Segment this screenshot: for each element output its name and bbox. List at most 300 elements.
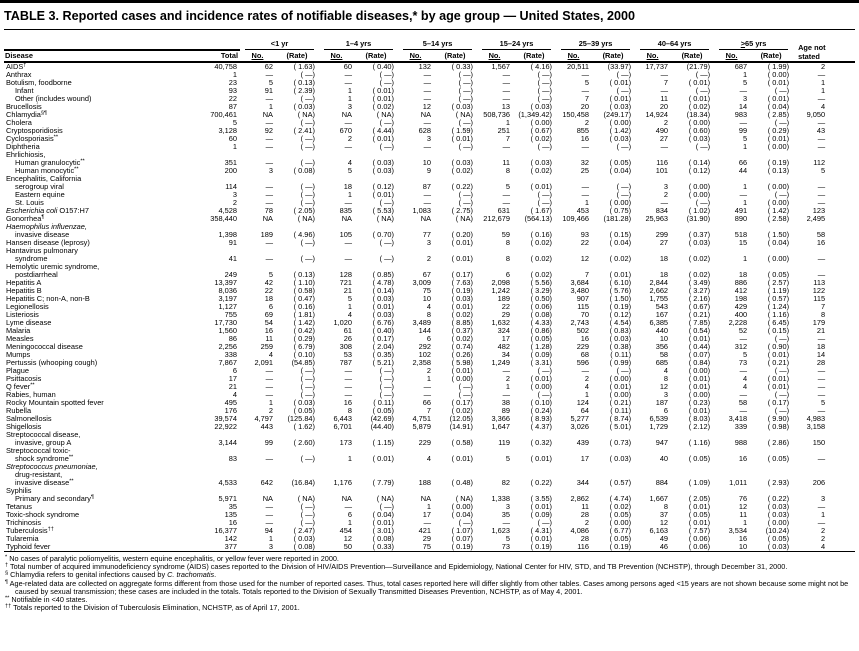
rate-cell: ( 0.02) (451, 406, 474, 415)
rate-cell: ( 0.10) (530, 398, 553, 407)
count-cell: 890 (734, 214, 748, 223)
count-cell: 115 (577, 302, 590, 311)
count-cell: 38 (501, 398, 511, 407)
count-cell: 12 (659, 382, 669, 391)
rate-cell: ( 7.63) (451, 278, 474, 287)
age-not-stated-cell: 16 (816, 238, 826, 247)
rate-cell: ( —) (616, 70, 632, 79)
count-cell: 1 (347, 518, 352, 527)
rate-cell: ( 1.15) (372, 438, 395, 447)
rate-cell: ( 0.15) (767, 326, 790, 335)
count-cell: — (344, 118, 352, 127)
rate-cell: ( 0.01) (372, 302, 395, 311)
count-cell: 4,751 (412, 414, 432, 423)
rate-cell: ( —) (300, 382, 315, 391)
total-cell: 377 (192, 543, 240, 552)
rate-cell: ( 6.10) (609, 278, 632, 287)
count-cell: 1 (505, 118, 511, 127)
disease-label: St. Louis (15, 198, 44, 207)
empty-cell (512, 463, 556, 471)
count-cell: 2,358 (412, 358, 432, 367)
count-cell: 16 (738, 534, 748, 543)
disease-label: Escherichia coli O157:H7 (6, 206, 89, 215)
rate-cell: ( 0.01) (767, 94, 790, 103)
rate-cell: ( 0.37) (451, 326, 474, 335)
rate-cell: ( —) (300, 510, 315, 519)
disease-label: shock syndrome** (15, 454, 74, 463)
empty-cell (433, 463, 477, 471)
count-cell: — (660, 198, 669, 207)
total-cell: 2 (232, 198, 237, 207)
count-cell: 82 (501, 478, 511, 487)
rate-cell: ( 4.37) (530, 422, 553, 431)
count-cell: 61 (343, 326, 352, 335)
total-cell: 3,128 (218, 126, 237, 135)
rate-cell: ( 0.02) (530, 134, 553, 143)
count-cell: 20 (659, 102, 669, 111)
count-cell: NA (420, 494, 432, 503)
age-not-stated-cell: 21 (816, 326, 826, 335)
total-cell: 351 (224, 158, 237, 167)
rate-cell: ( 0.00) (767, 198, 790, 207)
rate-cell: ( 1.59) (451, 126, 474, 135)
table-row (4, 439, 855, 447)
count-cell: 144 (418, 326, 432, 335)
total-cell: 39,574 (214, 414, 237, 423)
count-cell: 7 (426, 406, 432, 415)
rate-cell: ( 1.62) (293, 422, 315, 431)
rate-cell: ( 0.01) (688, 502, 711, 511)
count-cell: — (423, 198, 432, 207)
rate-cell: (16.84) (291, 478, 315, 487)
count-cell: 3,684 (570, 278, 590, 287)
no-column-header: No. (319, 50, 354, 62)
count-cell: 454 (339, 526, 352, 535)
count-cell: — (502, 94, 511, 103)
count-cell: 2 (584, 518, 590, 527)
rate-cell: ( 8.93) (530, 414, 553, 423)
rate-cell: ( 0.16) (530, 230, 553, 239)
rate-cell: ( 0.29) (767, 126, 790, 135)
rate-cell: (31.90) (686, 214, 711, 223)
count-cell: — (502, 190, 511, 199)
count-cell: 20,511 (566, 62, 590, 71)
count-cell: 3,489 (412, 318, 432, 327)
rate-cell: ( —) (379, 78, 395, 87)
count-cell: 1 (742, 70, 748, 79)
rate-cell: ( 0.02) (609, 254, 632, 263)
rate-cell: ( —) (537, 142, 553, 151)
rate-cell: ( 1.16) (688, 438, 711, 447)
rate-cell: ( 0.00) (451, 502, 474, 511)
count-cell: 77 (422, 230, 432, 239)
rate-cell: ( 0.01) (688, 518, 711, 527)
count-cell: 412 (734, 286, 748, 295)
disease-label: Hansen disease (leprosy) (6, 238, 90, 247)
rate-cell: ( 0.15) (609, 230, 632, 239)
count-cell: 1,647 (491, 422, 511, 431)
disease-label: syndrome (15, 254, 48, 263)
rate-cell: ( 0.00) (609, 198, 632, 207)
footnote: ¶ Age-related data are collected on aggregate forms different from those used for the number of reported cases. Thus, total cases reported here will differ slightly from other tables. Cases among persons aged <15 years are not shown because some might not be caused by sexual transmission; these cases are included in the totals. Totals reported to the Division of Sexually Transmitted Diseases Prevention, NCHSTP, as of May 4, 2001. (5, 578, 849, 596)
count-cell: 6,385 (649, 318, 669, 327)
rate-cell: (249.17) (603, 110, 632, 119)
age-not-stated-cell: 4,983 (806, 414, 826, 423)
rate-cell: ( 1.02) (688, 206, 711, 215)
count-cell: 308 (339, 342, 352, 351)
footnote: †† Totals reported to the Division of Tuberculosis Elimination, NCHSTP, as of April 17, 2001. (5, 603, 300, 613)
disease-label: Cyclosporiasis** (6, 134, 59, 143)
rate-cell: ( 5.76) (609, 286, 632, 295)
count-cell: 12 (659, 518, 669, 527)
count-cell: — (265, 134, 273, 143)
rate-cell: ( 0.99) (609, 358, 632, 367)
rate-cell: ( 2.04) (372, 342, 395, 351)
count-cell: 3,026 (570, 422, 590, 431)
rate-cell: ( —) (300, 182, 315, 191)
count-cell: 1 (742, 198, 748, 207)
count-cell: 8 (347, 406, 352, 415)
rate-cell: ( 1.09) (688, 478, 711, 487)
count-cell: 453 (576, 206, 590, 215)
total-cell: 16,377 (214, 526, 237, 535)
total-cell: 16 (228, 518, 237, 527)
age-not-stated-cell: 3 (820, 494, 826, 503)
age-not-stated-cell: — (817, 118, 826, 127)
table-row (4, 423, 855, 431)
disease-label: Tetanus (6, 502, 32, 511)
total-cell: 21 (228, 382, 237, 391)
count-cell: 344 (576, 478, 590, 487)
count-cell: 11 (739, 510, 748, 519)
rate-cell: ( 0.00) (688, 190, 711, 199)
count-cell: 16 (343, 398, 352, 407)
rate-cell: ( 2.85) (767, 110, 790, 119)
rate-cell: ( 0.08) (275, 543, 319, 552)
rate-column-header: (Rate) (275, 50, 319, 62)
rate-cell: ( 0.19) (609, 302, 632, 311)
disease-label: Typhoid fever (4, 543, 192, 552)
rate-cell: ( 0.08) (293, 166, 315, 175)
rate-cell: ( 0.58) (293, 286, 315, 295)
rate-cell: ( 0.03) (372, 158, 395, 167)
rate-cell: ( 2.41) (293, 126, 315, 135)
rate-cell: ( 0.01) (451, 254, 474, 263)
count-cell: 68 (580, 350, 590, 359)
age-not-stated-cell: 8 (820, 310, 826, 319)
count-cell: 6,539 (649, 414, 669, 423)
count-cell: — (344, 390, 352, 399)
count-cell: 642 (260, 478, 273, 487)
rate-cell: ( 2.05) (688, 494, 711, 503)
count-cell: — (265, 158, 273, 167)
age-group-label: 1–4 yrs (324, 39, 393, 50)
count-cell: 1,011 (729, 478, 748, 487)
empty-cell (714, 463, 749, 471)
count-cell: — (265, 118, 273, 127)
count-cell: 58 (659, 350, 669, 359)
rate-cell: ( NA) (297, 214, 315, 223)
rate-cell: ( —) (379, 254, 395, 263)
rate-cell: ( 1.28) (530, 342, 553, 351)
count-cell: — (344, 70, 352, 79)
count-cell: 670 (339, 126, 352, 135)
rate-cell: ( 4.33) (530, 318, 553, 327)
rate-cell: ( 0.12) (688, 166, 711, 175)
footnote: † Total number of acquired immunodeficiency syndrome (AIDS) cases reported to the Division of HIV/AIDS Prevention—Surveillance and Epidemiology, National Center for HIV, STD, and TB Prevention (NCHSTP), through December 31, 2000. (5, 562, 788, 572)
count-cell: 89 (501, 406, 511, 415)
rate-cell: ( —) (774, 406, 790, 415)
total-cell: 17 (228, 374, 237, 383)
disease-label: Q fever** (6, 382, 35, 391)
rate-cell: ( 2.75) (451, 206, 474, 215)
count-cell: — (265, 198, 273, 207)
count-cell: 3 (663, 390, 669, 399)
rate-cell: ( 0.03) (609, 134, 632, 143)
rate-cell: ( —) (537, 70, 553, 79)
age-not-stated-cell: 58 (816, 230, 826, 239)
rate-cell: ( 9.90) (767, 414, 790, 423)
footnote: § Chlamydia refers to genital infections caused by C. trachomatis. (5, 570, 217, 580)
rate-cell: ( —) (300, 190, 315, 199)
rate-cell: (18.34) (686, 110, 711, 119)
table-row (4, 479, 855, 487)
rate-cell: ( 3.31) (530, 358, 553, 367)
rate-cell: ( 1.63) (293, 62, 315, 71)
count-cell: 99 (264, 438, 273, 447)
rate-cell: ( 0.37) (688, 230, 711, 239)
rate-cell: ( NA) (455, 214, 474, 223)
count-cell: 2,228 (728, 318, 748, 327)
count-cell: 212,679 (483, 214, 511, 223)
rate-cell: ( 0.14) (372, 286, 395, 295)
count-cell: — (739, 334, 748, 343)
total-cell: 8,036 (218, 286, 237, 295)
disease-label: Cryptosporidiosis (6, 126, 63, 135)
age-not-stated-cell: 179 (812, 318, 826, 327)
age-not-stated-cell: 2 (820, 534, 826, 543)
rate-cell: ( 1.50) (609, 294, 632, 303)
table-row (4, 455, 855, 463)
count-cell: 2 (663, 190, 669, 199)
rate-cell: ( 0.12) (609, 310, 632, 319)
count-cell: 1 (742, 518, 748, 527)
total-cell: 3 (232, 190, 237, 199)
rate-cell: (54.85) (291, 358, 315, 367)
rate-cell: ( 0.40) (372, 62, 395, 71)
count-cell: 2 (426, 366, 432, 375)
count-cell: 8 (663, 374, 669, 383)
rate-cell: ( 0.06) (530, 302, 553, 311)
count-cell: 12 (422, 102, 432, 111)
age-group-label: <1 yr (245, 39, 314, 50)
rate-cell: ( —) (537, 198, 553, 207)
count-cell: 2,098 (491, 278, 511, 287)
rate-cell: ( 4.16) (530, 62, 553, 71)
rate-cell: ( 0.20) (451, 230, 474, 239)
rate-cell: ( —) (379, 118, 395, 127)
rate-cell: ( —) (379, 70, 395, 79)
rate-cell: ( 0.01) (372, 134, 395, 143)
count-cell: 5 (505, 182, 511, 191)
rate-cell: (44.40) (370, 422, 395, 431)
rate-cell: ( 0.19) (451, 286, 474, 295)
rate-cell: ( —) (458, 390, 474, 399)
rate-cell: ( —) (458, 518, 474, 527)
rate-cell: ( 0.75) (609, 206, 632, 215)
count-cell: 2,743 (570, 318, 590, 327)
count-cell: 2 (347, 134, 352, 143)
rate-cell: ( 0.01) (688, 334, 711, 343)
rate-cell: ( —) (774, 118, 790, 127)
rate-cell: ( 0.00) (688, 390, 711, 399)
rate-cell: ( —) (300, 254, 315, 263)
count-cell: 508,736 (483, 110, 511, 119)
rate-cell: ( 2.47) (293, 526, 315, 535)
total-cell: 2,256 (218, 342, 237, 351)
rate-cell: ( 0.05) (293, 406, 315, 415)
count-cell: — (739, 406, 748, 415)
count-cell: 188 (418, 478, 432, 487)
rate-cell: ( 1.07) (451, 526, 474, 535)
disease-label: Tuberculosis†† (6, 526, 54, 535)
age-not-stated-cell: 4 (820, 102, 826, 111)
rate-cell: ( 6.77) (609, 526, 632, 535)
count-cell: 1,667 (649, 494, 669, 503)
rate-cell: ( 0.06) (670, 543, 714, 552)
header-spacer-total (192, 37, 240, 50)
disease-label: Measles (6, 334, 34, 343)
count-cell: 91 (264, 86, 273, 95)
count-cell: — (344, 374, 352, 383)
count-cell: 128 (339, 270, 352, 279)
age-not-stated-cell: — (817, 270, 826, 279)
count-cell: 312 (734, 342, 748, 351)
disease-label: Hepatitis B (6, 286, 42, 295)
disease-label: Rocky Mountain spotted fever (6, 398, 104, 407)
rate-cell: ( 3.27) (688, 286, 711, 295)
rate-cell: ( —) (300, 518, 315, 527)
count-cell: — (739, 86, 748, 95)
rate-cell: ( —) (537, 390, 553, 399)
count-cell: 259 (260, 342, 273, 351)
rate-cell: ( —) (774, 190, 790, 199)
rate-cell: ( 0.05) (767, 454, 790, 463)
rate-cell: ( 2.39) (293, 86, 315, 95)
rate-cell: ( 0.67) (530, 126, 553, 135)
count-cell: 3,366 (491, 414, 511, 423)
rate-cell: ( 0.13) (767, 166, 790, 175)
rate-cell: ( 0.19) (433, 543, 477, 552)
count-cell: 5 (742, 78, 748, 87)
count-cell: — (502, 78, 511, 87)
age-not-stated-cell: 206 (812, 478, 826, 487)
disease-label: Streptococcal disease, (6, 430, 81, 439)
rate-cell: ( —) (537, 366, 553, 375)
rate-cell: ( 0.05) (767, 270, 790, 279)
rate-cell: ( 0.26) (451, 350, 474, 359)
count-cell: 101 (655, 166, 669, 175)
count-cell: 1,249 (491, 358, 511, 367)
rate-cell: ( 0.02) (451, 310, 474, 319)
age-not-stated-cell: 115 (813, 294, 826, 303)
rate-cell: ( 0.01) (688, 78, 711, 87)
age-not-stated-cell: — (817, 94, 826, 103)
rate-cell: ( 0.60) (688, 126, 711, 135)
rate-cell: ( 0.33) (354, 543, 398, 552)
disease-label: Haemophilus influenzae, (6, 222, 87, 231)
rate-cell: ( —) (616, 190, 632, 199)
count-cell: — (423, 70, 432, 79)
rate-cell: ( 2.86) (767, 438, 790, 447)
table-row (4, 215, 855, 223)
rate-cell: ( 0.00) (451, 374, 474, 383)
count-cell: 983 (734, 110, 748, 119)
count-cell: 4 (347, 310, 352, 319)
rate-cell: ( 0.03) (688, 238, 711, 247)
count-cell: 4 (742, 374, 748, 383)
disease-label: Brucellosis (6, 102, 42, 111)
table-title: TABLE 3. Reported cases and incidence rates of notifiable diseases,* by age group — United States, 2000 (4, 3, 855, 30)
footnote: ** Notifiable in <40 states. (5, 595, 88, 605)
rate-cell: ( —) (379, 502, 395, 511)
age-not-stated-cell: — (817, 518, 826, 527)
count-cell: 54 (264, 318, 273, 327)
rate-cell: ( —) (537, 518, 553, 527)
rate-cell: ( 4.74) (609, 494, 632, 503)
count-cell: 124 (576, 398, 590, 407)
total-cell (192, 463, 240, 471)
count-cell: 4 (584, 382, 590, 391)
count-cell: 3 (663, 182, 669, 191)
rate-cell: ( 3.49) (688, 278, 711, 287)
count-cell: 132 (418, 62, 432, 71)
count-cell: 3 (742, 94, 748, 103)
rate-cell: ( —) (774, 366, 790, 375)
count-cell: 2 (584, 374, 590, 383)
rate-cell: ( 0.40) (372, 326, 395, 335)
disease-label: Hepatitis A (6, 278, 42, 287)
count-cell: 5,277 (570, 414, 590, 423)
rate-cell: ( 0.00) (530, 118, 553, 127)
rate-cell: ( 0.05) (767, 534, 790, 543)
rate-cell: ( 0.47) (293, 294, 315, 303)
rate-cell: ( —) (616, 86, 632, 95)
count-cell: 1 (268, 398, 273, 407)
rate-cell: ( 1.42) (767, 206, 790, 215)
count-cell: 70 (580, 310, 590, 319)
count-cell: 116 (556, 543, 591, 552)
total-cell: 755 (224, 310, 237, 319)
rate-cell: ( 0.02) (688, 102, 711, 111)
count-cell: 543 (655, 302, 669, 311)
count-cell: 94 (264, 526, 273, 535)
count-cell: 66 (422, 398, 432, 407)
rate-cell: ( 1.42) (293, 318, 315, 327)
count-cell: 69 (264, 310, 273, 319)
disease-label: Rubella (6, 406, 32, 415)
count-cell: 26 (343, 334, 352, 343)
count-cell: 52 (738, 326, 748, 335)
rate-cell: ( 0.22) (451, 182, 474, 191)
rate-cell: ( —) (695, 70, 711, 79)
total-cell: 86 (228, 334, 237, 343)
rate-cell: ( 0.05) (530, 334, 553, 343)
disease-label: Trichinosis (6, 518, 42, 527)
count-cell: 12 (343, 534, 352, 543)
count-cell: 1 (268, 102, 273, 111)
disease-label: Hepatitis C; non-A, non-B (6, 294, 90, 303)
